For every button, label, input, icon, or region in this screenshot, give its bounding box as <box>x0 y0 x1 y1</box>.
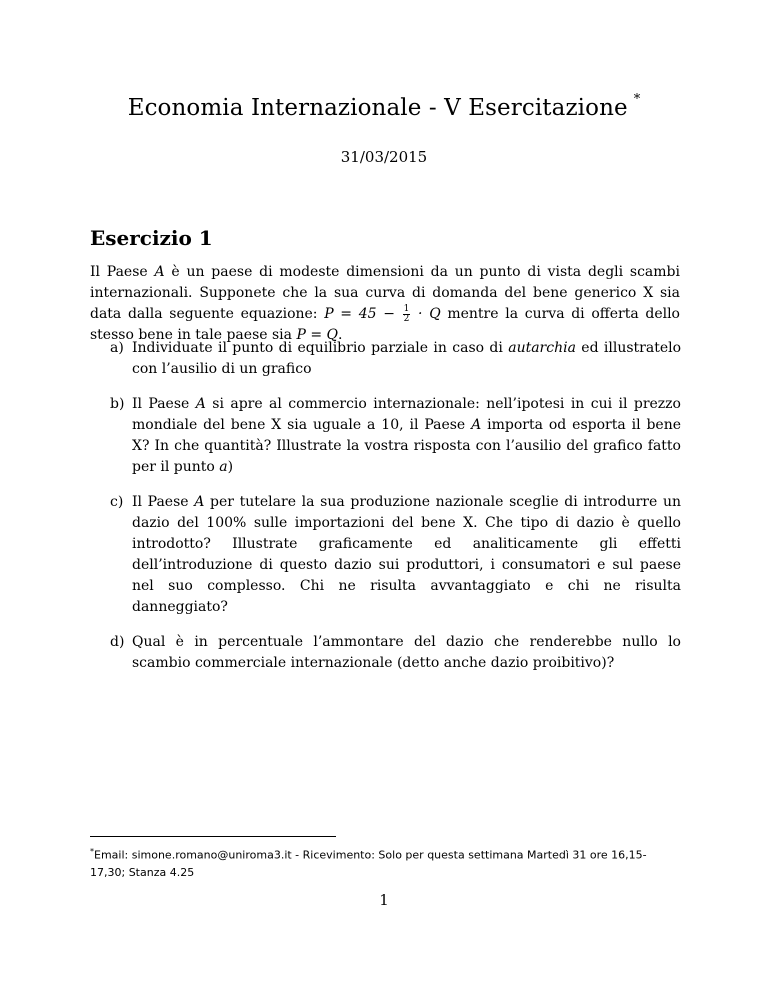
item-text: ) <box>227 459 234 475</box>
item-emphasis: A <box>194 494 205 510</box>
fraction-denominator: 2 <box>403 313 410 324</box>
list-item <box>110 338 681 380</box>
footnote-divider <box>90 836 336 837</box>
list-item <box>110 492 681 618</box>
section-heading: Esercizio 1 <box>90 226 213 250</box>
page-title <box>0 92 768 121</box>
item-text: si apre al commercio internazionale: nell’ipotesi in cui il prezzo mondiale del bene X sia uguale a 10, il Paese <box>132 396 681 433</box>
fraction <box>403 305 411 324</box>
item-emphasis: autarchia <box>508 340 576 356</box>
item-text: Il Paese <box>132 494 195 510</box>
item-emphasis: a <box>219 459 228 475</box>
item-label: c) <box>110 494 124 510</box>
item-label: b) <box>110 396 125 412</box>
supply-equation: P = Q <box>296 327 338 343</box>
exercise-intro <box>90 262 680 346</box>
list-item <box>110 632 681 674</box>
footnote-text: Email: simone.romano@uniroma3.it - Ricevimento: Solo per questa settimana Martedì 31 ore 16,15-17,30; Stanza 4.25 <box>90 848 647 879</box>
fraction-numerator: 1 <box>403 303 410 314</box>
question-list <box>110 338 681 688</box>
intro-text: Il Paese <box>90 264 155 280</box>
item-emphasis: A <box>471 417 482 433</box>
item-text: Il Paese <box>132 396 196 412</box>
item-text: ed illustratelo con l’ausilio di un grafico <box>132 340 682 377</box>
footnote <box>90 843 680 881</box>
demand-equation-lhs: P = 45 − <box>324 306 402 322</box>
intro-text: è un paese di modeste dimensioni da un punto di vista degli scambi internazionali. Supponete che la sua curva di domanda del bene generico X sia data dalla seguente equazione: <box>90 264 680 322</box>
page-number: 1 <box>379 891 389 909</box>
document-date: 31/03/2015 <box>340 148 428 166</box>
title-footnote-mark: * <box>633 92 641 107</box>
intro-text: mentre la curva di offerta dello stesso bene in tale paese sia <box>90 306 680 343</box>
item-text: per tutelare la sua produzione nazionale sceglie di introdurre un dazio del 100% sulle importazioni del bene X. Che tipo di dazio è quello introdotto? Illustrate graficamente ed analiticamente gli effetti dell’introduzione di questo dazio sui produttori, i consumatori e sul paese nel suo complesso. Chi ne risulta avvantaggiato e chi ne risulta danneggiato? <box>132 494 681 615</box>
list-item <box>110 394 681 478</box>
item-label: a) <box>110 340 124 356</box>
item-text: Individuate il punto di equilibrio parziale in caso di <box>132 340 509 356</box>
demand-equation-rhs: · Q <box>411 306 441 322</box>
intro-paragraph <box>90 262 680 346</box>
item-text: importa od esporta il bene X? In che quantità? Illustrate la vostra risposta con l’ausilio del grafico fatto per il punto <box>132 417 681 475</box>
title-text: Economia Internazionale - V Esercitazione <box>127 95 628 121</box>
item-emphasis: A <box>195 396 206 412</box>
item-label: d) <box>110 634 125 650</box>
country-symbol: A <box>154 264 165 280</box>
footnote-mark: * <box>90 847 94 856</box>
intro-text: . <box>337 327 343 343</box>
item-text: Qual è in percentuale l’ammontare del dazio che renderebbe nullo lo scambio commerciale internazionale (detto anche dazio proibitivo)? <box>132 634 681 671</box>
